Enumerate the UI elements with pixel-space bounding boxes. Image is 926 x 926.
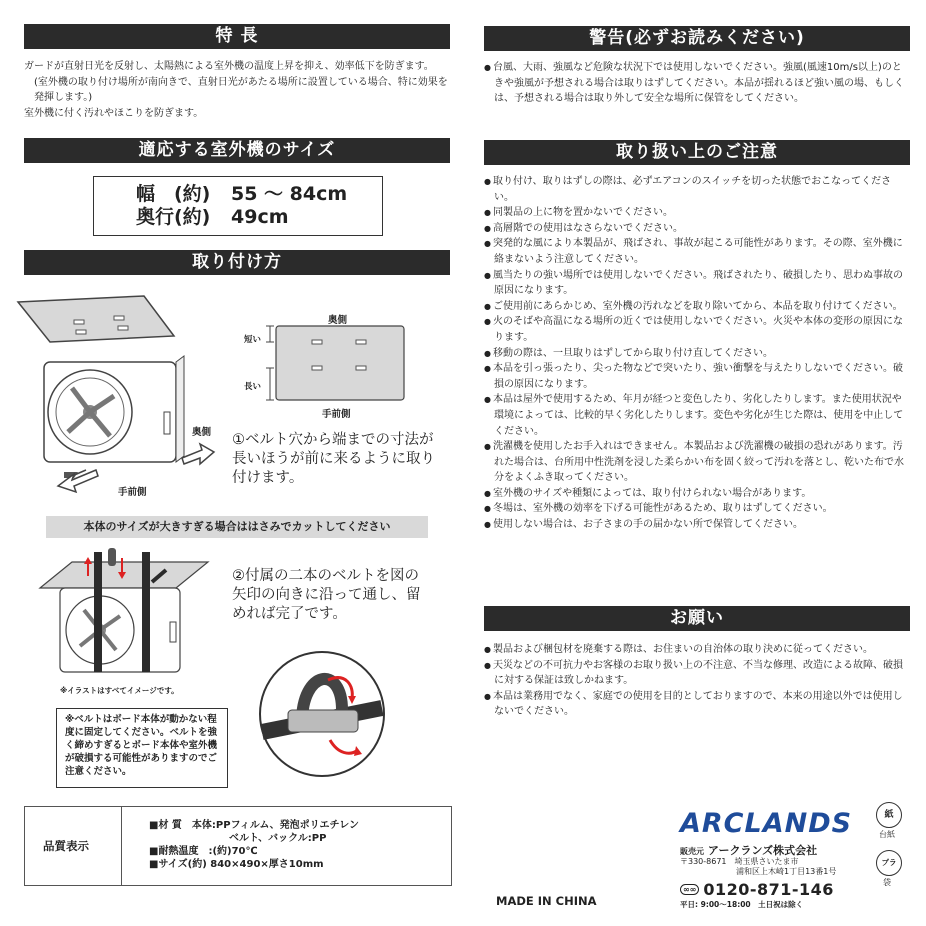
address-line1: 〒330-8671 埼玉県さいたま市 bbox=[680, 857, 799, 866]
caution-item: ● 室外機のサイズや種類によっては、取り付けられない場合があります。 bbox=[484, 486, 908, 502]
depth-label: 奥行(約) bbox=[136, 206, 211, 228]
request-item: ● 製品および梱包材を廃棄する際は、お住まいの自治体の取り決めに従ってください。 bbox=[484, 642, 904, 658]
belt-note: ※ベルトはボード本体が動かない程度に固定してください。ベルトを強く締めすぎるとボード本体や室外機が破損する可能性がありますのでご注意ください。 bbox=[56, 708, 228, 788]
seller-name: アークランズ株式会社 bbox=[707, 844, 818, 857]
origin-label: MADE IN CHINA bbox=[496, 894, 597, 908]
seller-line bbox=[680, 842, 817, 858]
paper-recycle-icon: 紙 bbox=[876, 802, 902, 828]
plastic-recycle-label: 袋 bbox=[883, 878, 891, 887]
quality-box bbox=[24, 806, 452, 886]
width-label: 幅 (約) bbox=[136, 183, 211, 205]
features-item: ガードが直射日光を反射し、太陽熱による室外機の温度上昇を抑え、効率低下を防ぎます。 bbox=[24, 61, 434, 72]
phone-number: 0120-871-146 bbox=[703, 880, 834, 899]
label-front: 手前側 bbox=[118, 487, 147, 498]
company-logo: ARCLANDS bbox=[680, 808, 853, 839]
business-hours: 平日: 9:00〜18:00 土日祝は除く bbox=[680, 900, 804, 909]
buckle-detail-illustration bbox=[258, 650, 386, 778]
request-item: ● 本品は業務用でなく、家庭での使用を目的としておりますので、本来の用途以外では使用しないでください。 bbox=[484, 689, 904, 720]
caution-list bbox=[484, 174, 908, 533]
caution-item: ● 洗濯機を使用したお手入れはできません。本製品および洗濯機の破損の恐れがあります。汚れた場合は、台所用中性洗剤を浸した柔らかい布を固く絞って汚れを落とし、乾いた布で水分をよくふき取ってください。 bbox=[484, 439, 908, 486]
board-label-front: 手前側 bbox=[322, 409, 351, 420]
features-text bbox=[24, 59, 452, 121]
belt-unit-illustration bbox=[36, 544, 212, 680]
outdoor-unit-illustration bbox=[14, 292, 224, 502]
label-back: 奥側 bbox=[192, 427, 212, 438]
quality-line3: ■耐熱温度 :(約)70℃ bbox=[149, 846, 258, 857]
size-box bbox=[93, 176, 383, 236]
step1-text: ①ベルト穴から端までの寸法が長いほうが前に来るように取り付けます。 bbox=[232, 432, 435, 486]
step2-text: ②付属の二本のベルトを図の矢印の向きに沿って通し、留めれば完了です。 bbox=[232, 568, 421, 622]
quality-line4: ■サイズ(約) 840×490×厚さ10mm bbox=[149, 859, 324, 870]
plastic-recycle-icon: プラ bbox=[876, 850, 902, 876]
caution-item: ● 本品を引っ張ったり、尖った物などで突いたり、強い衝撃を与えたりしないでください。破損の原因になります。 bbox=[484, 361, 908, 392]
warning-heading: 警告(必ずお読みください) bbox=[484, 26, 910, 51]
label-long: 長い bbox=[244, 382, 262, 392]
caution-item: ● 移動の際は、一旦取りはずしてから取り付け直してください。 bbox=[484, 346, 908, 362]
caution-item: ● ご使用前にあらかじめ、室外機の汚れなどを取り除いてから、本品を取り付けてください。 bbox=[484, 299, 908, 315]
address-line2: 浦和区上木崎1丁目13番1号 bbox=[736, 867, 837, 876]
caution-item: ● 火のそばや高温になる場所の近くでは使用しないでください。火災や本体の変形の原因になります。 bbox=[484, 314, 908, 345]
seller-prefix: 販売元 bbox=[680, 847, 704, 856]
quality-line1: ■材 質 本体:PPフィルム、発泡ポリエチレン bbox=[149, 820, 360, 831]
caution-item: ● 同製品の上に物を置かないでください。 bbox=[484, 205, 908, 221]
request-item: ● 天災などの不可抗力やお客様のお取り扱い上の不注意、不当な修理、改造による故障、破損に対する保証は致しかねます。 bbox=[484, 658, 904, 689]
request-heading: お願い bbox=[484, 606, 910, 631]
caution-item: ● 取り付け、取りはずしの際は、必ずエアコンのスイッチを切った状態でおこなってください。 bbox=[484, 174, 908, 205]
back-arrow-icon bbox=[180, 442, 216, 468]
caution-item: ● 風当たりの強い場所では使用しないでください。飛ばされたり、破損したり、思わぬ事故の原因になります。 bbox=[484, 268, 908, 299]
caution-item: ● 本品は屋外で使用するため、年月が経つと変色したり、劣化したりします。また使用状況や環境によっては、比較的早く劣化したりします。変色や劣化が生じた際は、使用を中止してください。 bbox=[484, 392, 908, 439]
caution-item: ● 冬場は、室外機の効率を下げる可能性があるため、取りはずしてください。 bbox=[484, 501, 908, 517]
width-value: 55 〜 84cm bbox=[231, 183, 348, 205]
quality-line2: ベルト、バックル:PP bbox=[229, 833, 327, 844]
size-heading: 適応する室外機のサイズ bbox=[24, 138, 450, 163]
illustration-note: ※イラストはすべてイメージです。 bbox=[60, 686, 179, 695]
features-item: (室外機の取り付け場所が南向きで、直射日光があたる場所に設置している場合、特に効果を発揮します。) bbox=[34, 76, 448, 103]
depth-value: 49cm bbox=[231, 206, 289, 228]
warning-item: ● 台風、大雨、強風など危険な状況下では使用しないでください。強風(風速10m/s以上)のときや強風が予想される場合は取りはずしてください。本品が揺れるほど強い風の場、もしくは、予想される場合は取り外して安全な場所に保管をしてください。 bbox=[484, 60, 904, 107]
features-heading: 特 長 bbox=[24, 24, 450, 49]
caution-item: ● 使用しない場合は、お子さまの手の届かない所で保管してください。 bbox=[484, 517, 908, 533]
quality-divider bbox=[121, 807, 122, 885]
caution-heading: 取り扱い上のご注意 bbox=[484, 140, 910, 165]
cut-note: 本体のサイズが大きすぎる場合ははさみでカットしてください bbox=[46, 516, 428, 538]
phone-line bbox=[680, 880, 834, 899]
warning-list bbox=[484, 60, 904, 107]
paper-recycle-label: 台紙 bbox=[879, 830, 895, 839]
request-list bbox=[484, 642, 904, 720]
front-arrow-icon bbox=[56, 466, 100, 496]
caution-item: ● 突発的な風により本製品が、飛ばされ、事故が起こる可能性があります。その際、室外機に絡まないよう注意してください。 bbox=[484, 236, 908, 267]
board-label-back: 奥側 bbox=[328, 315, 348, 326]
caution-item: ● 高層階での使用はなさらないでください。 bbox=[484, 221, 908, 237]
board-diagram bbox=[238, 322, 410, 406]
label-short: 短い bbox=[244, 335, 262, 345]
freedial-icon: ∞∞ bbox=[680, 884, 699, 895]
install-heading: 取り付け方 bbox=[24, 250, 450, 275]
features-item: 室外機に付く汚れやほこりを防ぎます。 bbox=[24, 107, 204, 119]
quality-label: 品質表示 bbox=[43, 839, 89, 853]
